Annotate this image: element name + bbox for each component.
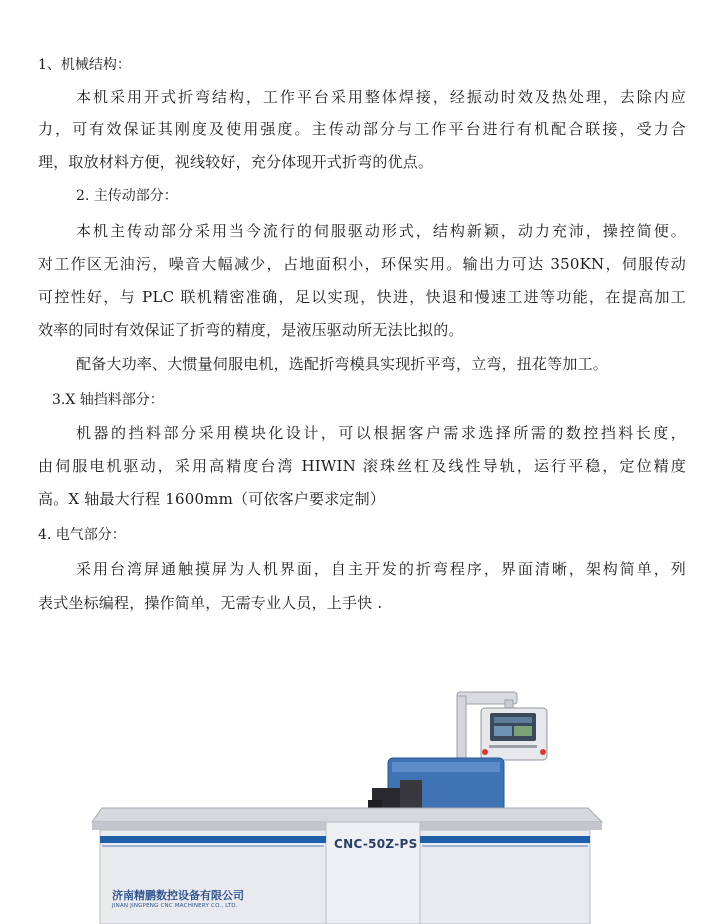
section-1-line-3: 理，取放材料方便，视线较好，充分体现开式折弯的优点。 [38,153,434,171]
section-2-line-4: 效率的同时有效保证了折弯的精度，是液压驱动所无法比拟的。 [38,321,464,339]
section-2-line-2: 对工作区无油污，噪音大幅减少，占地面积小，环保实用。输出力可达 350KN，伺服传动 [38,255,686,273]
section-4-line-2: 表式坐标编程，操作简单，无需专业人员，上手快 . [38,594,383,612]
section-1-line-2: 力，可有效保证其刚度及使用强度。主传动部分与工作平台进行有机配合联接，受力合 [38,120,686,138]
model-label: CNC-50Z-PS [334,837,418,851]
section-1-heading: 1、机械结构： [38,57,131,73]
section-2-line-3: 可控性好，与 PLC 联机精密准确，足以实现，快进，快退和慢速工进等功能，在提高加工 [38,288,686,306]
blue-stripe-right [420,836,590,843]
section-3-line-2: 由伺服电机驱动，采用高精度台湾 HIWIN 滚珠丝杠及线性导轨，运行平稳，定位精度 [38,457,686,475]
control-panel [481,708,547,760]
section-2-line-5: 配备大功率、大惯量伺服电机，选配折弯模具实现折平弯，立弯，扭花等加工。 [76,355,609,373]
section-3-line-1: 机器的挡料部分采用模块化设计，可以根据客户需求选择所需的数控挡料长度， [76,424,686,442]
section-4-line-1: 采用台湾屏通触摸屏为人机界面，自主开发的折弯程序，界面清晰，架构简单，列 [76,560,686,578]
section-4-heading: 4. 电气部分： [38,527,126,543]
section-3-heading: 3.X 轴挡料部分： [52,392,164,408]
company-name-en: JINAN JINGPENG CNC MACHINERY CO., LTD. [112,903,238,909]
section-1-line-1: 本机采用开式折弯结构，工作平台采用整体焊接，经振动时效及热处理，去除内应 [76,88,686,106]
blue-stripe-left [100,836,326,843]
section-3-line-3: 高。X 轴最大行程 1600mm（可依客户要求定制） [38,490,386,508]
section-2-line-1: 本机主传动部分采用当今流行的伺服驱动形式，结构新颖，动力充沛，操控简便。 [76,222,686,240]
cnc-bending-machine-image [0,660,703,924]
section-2-heading: 2. 主传动部分： [76,188,178,204]
company-name-cn: 济南精鹏数控设备有限公司 [112,889,244,902]
